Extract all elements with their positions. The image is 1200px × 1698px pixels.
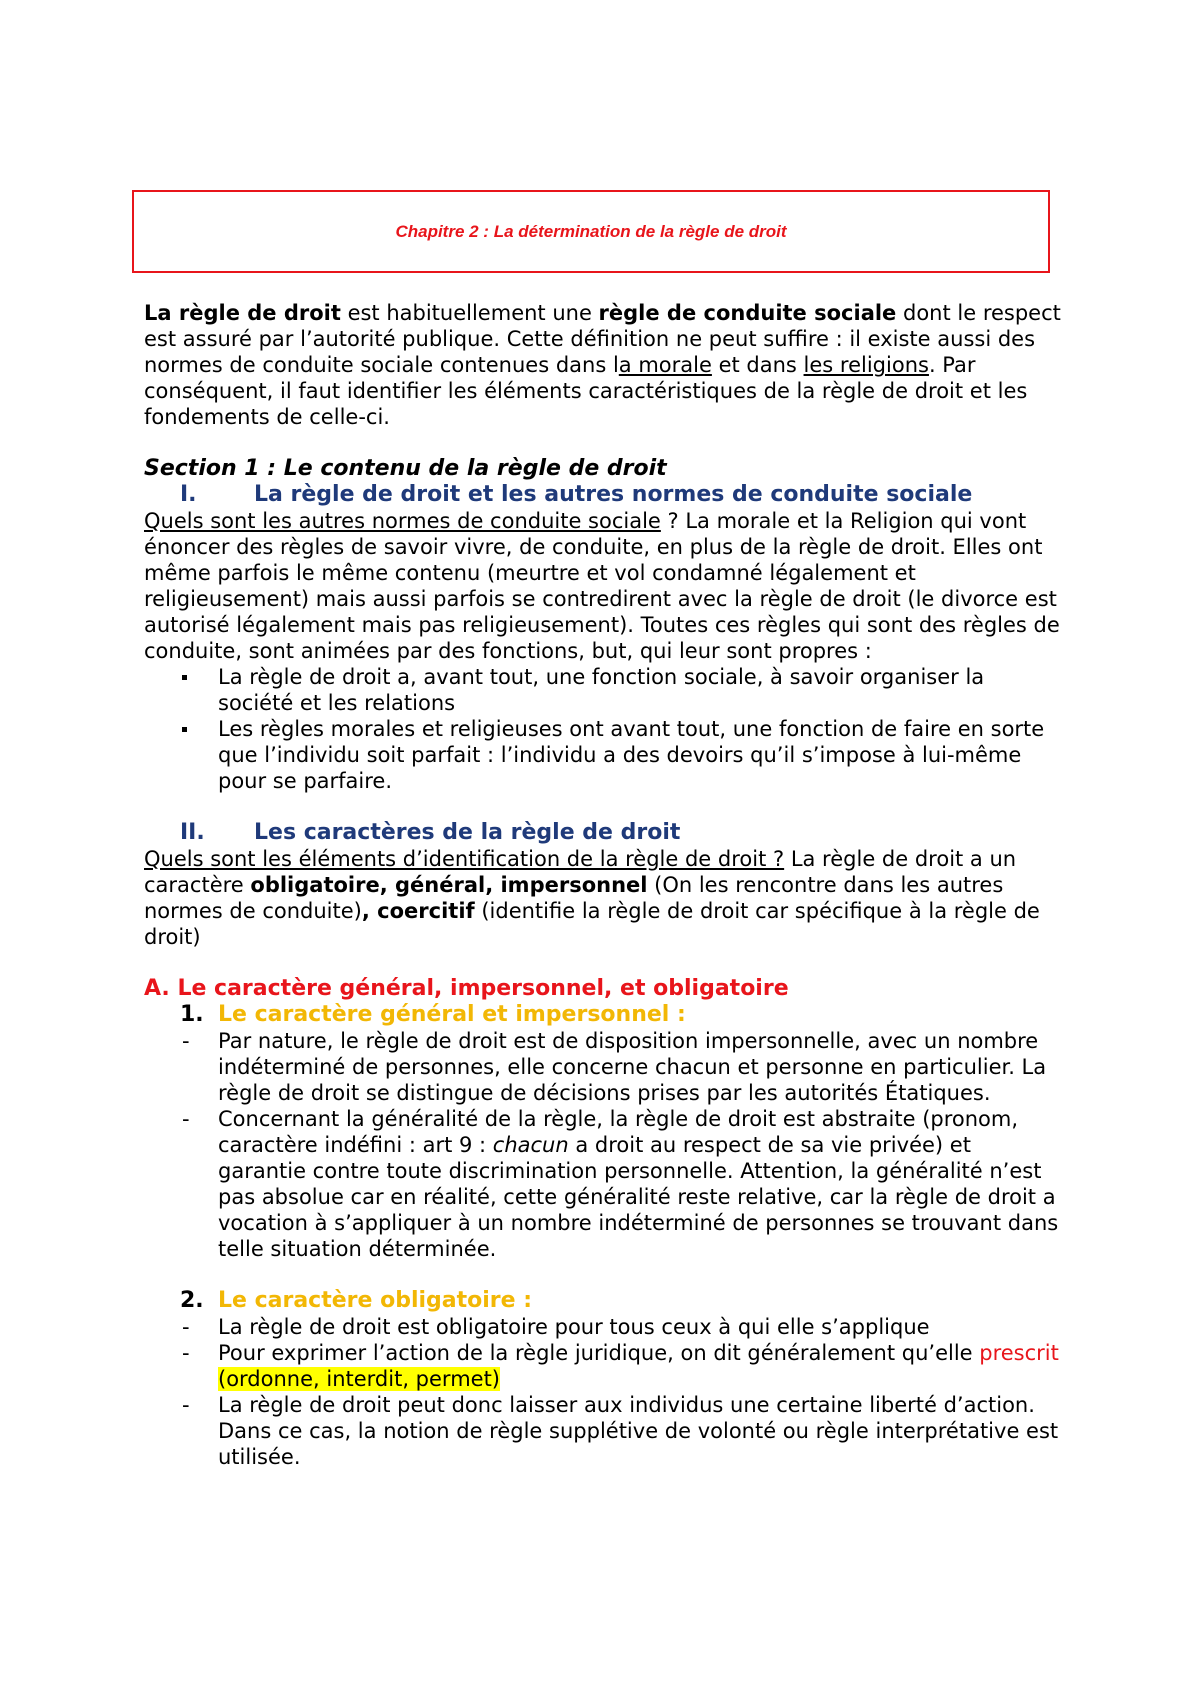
sub-2-number: 2. [180, 1288, 204, 1313]
section-1-title: Section 1 : Le contenu de la règle de droit [144, 456, 667, 481]
intro-term: La règle de droit [144, 301, 341, 325]
item-text: Pour exprimer l’action de la règle juridique, on dit généralement qu’elle [218, 1341, 980, 1365]
document-body [144, 300, 1064, 1470]
sub-2-title: Le caractère obligatoire : [218, 1288, 533, 1313]
sub-1-list [144, 1028, 1064, 1262]
part-a-heading: A. Le caractère général, impersonnel, et obligatoire [144, 976, 789, 1001]
intro-text: dont le respect est assuré par l’autorité publique. Cette définition ne peut suffire : il existe aussi des normes de conduite sociale contenues dans l [144, 301, 1061, 377]
chapter-title: Chapitre 2 : La détermination de la règle de droit [395, 221, 787, 241]
part-2-title: Les caractères de la règle de droit [254, 820, 681, 845]
part-1-bullet-list [144, 664, 1064, 794]
part-2-text: (On les rencontre dans les autres normes de conduite) [144, 873, 1004, 923]
list-item: La règle de droit a, avant tout, une fonction sociale, à savoir organiser la société et les relations [218, 664, 1064, 716]
item-red: prescrit [979, 1341, 1059, 1365]
chapter-title-box [132, 190, 1050, 273]
sub-1-title: Le caractère général et impersonnel : [218, 1002, 686, 1027]
intro-text: est habituellement une [340, 301, 599, 325]
part-2-paragraph [144, 846, 1064, 950]
item-text: a droit au respect de sa vie privée) et garantie contre toute discrimination personnelle. Attention, la généralité n’est pas absolue car en réalité, cette généralité reste relative, car la règle de droit a vocation à s’appliquer à un nombre indéterminé de personnes se trouvant dans telle situation déterminée. [218, 1133, 1059, 1261]
part-2-heading [144, 820, 1064, 846]
part-2-number: II. [180, 820, 205, 845]
intro-term: règle de conduite sociale [598, 301, 897, 325]
list-item [218, 1106, 1064, 1262]
sub-2-list [144, 1314, 1064, 1470]
part-2-term: , coercitif [361, 899, 475, 923]
part-1-question: Quels sont les autres normes de conduite sociale [144, 509, 661, 533]
item-italic: chacun [492, 1133, 569, 1157]
part-1-paragraph [144, 508, 1064, 664]
intro-text: . Par conséquent, il faut identifier les éléments caractéristiques de la règle de droit et les fondements de celle-ci. [144, 353, 1028, 429]
part-2-text: (identifie la règle de droit car spécifique à la règle de droit) [144, 899, 1040, 949]
list-item [218, 1340, 1064, 1392]
intro-underlined: les religions [803, 353, 929, 377]
list-item: Les règles morales et religieuses ont avant tout, une fonction de faire en sorte que l’individu soit parfait : l’individu a des devoirs qu’il s’impose à lui-même pour se parfaire. [218, 716, 1064, 794]
item-text: Concernant la généralité de la règle, la règle de droit est abstraite (pronom, caractère indéfini : art 9 : [218, 1107, 1019, 1157]
intro-text: et dans [711, 353, 804, 377]
sub-1-number: 1. [180, 1002, 204, 1027]
intro-paragraph [144, 300, 1064, 430]
sub-2-heading [144, 1288, 1064, 1314]
part-2-term: obligatoire, général, impersonnel [250, 873, 648, 897]
part-1-text: ? La morale et la Religion qui vont énoncer des règles de savoir vivre, de conduite, en plus de la règle de droit. Elles ont même parfois le même contenu (meurtre et vol condamné légalement et religieusement) mais aussi parfois se contredirent avec la règle de droit (le divorce est autorisé légalement mais pas religieusement). Toutes ces règles qui sont des règles de conduite, sont animées par des fonctions, but, qui leur sont propres : [144, 509, 1060, 663]
intro-underlined: a morale [618, 353, 712, 377]
sub-1-heading [144, 1002, 1064, 1028]
part-1-heading [144, 482, 1064, 508]
part-1-title: La règle de droit et les autres normes de conduite sociale [254, 482, 973, 507]
part-2-text: La règle de droit a un caractère [144, 847, 1017, 897]
list-item: - Par nature, le règle de droit est de disposition impersonnelle, avec un nombre indéterminé de personnes, elle concerne chacun et personne en particulier. La règle de droit se distingue de décisions prises par les autorités Étatiques. [218, 1028, 1064, 1106]
list-item: - La règle de droit peut donc laisser aux individus une certaine liberté d’action. Dans ce cas, la notion de règle supplétive de volonté ou règle interprétative est utilisée. [218, 1392, 1064, 1470]
part-1-number: I. [180, 482, 197, 507]
part-2-question: Quels sont les éléments d’identification de la règle de droit ? [144, 847, 785, 871]
list-item: - La règle de droit est obligatoire pour tous ceux à qui elle s’applique [218, 1314, 1064, 1340]
item-highlight: (ordonne, interdit, permet) [218, 1367, 501, 1391]
